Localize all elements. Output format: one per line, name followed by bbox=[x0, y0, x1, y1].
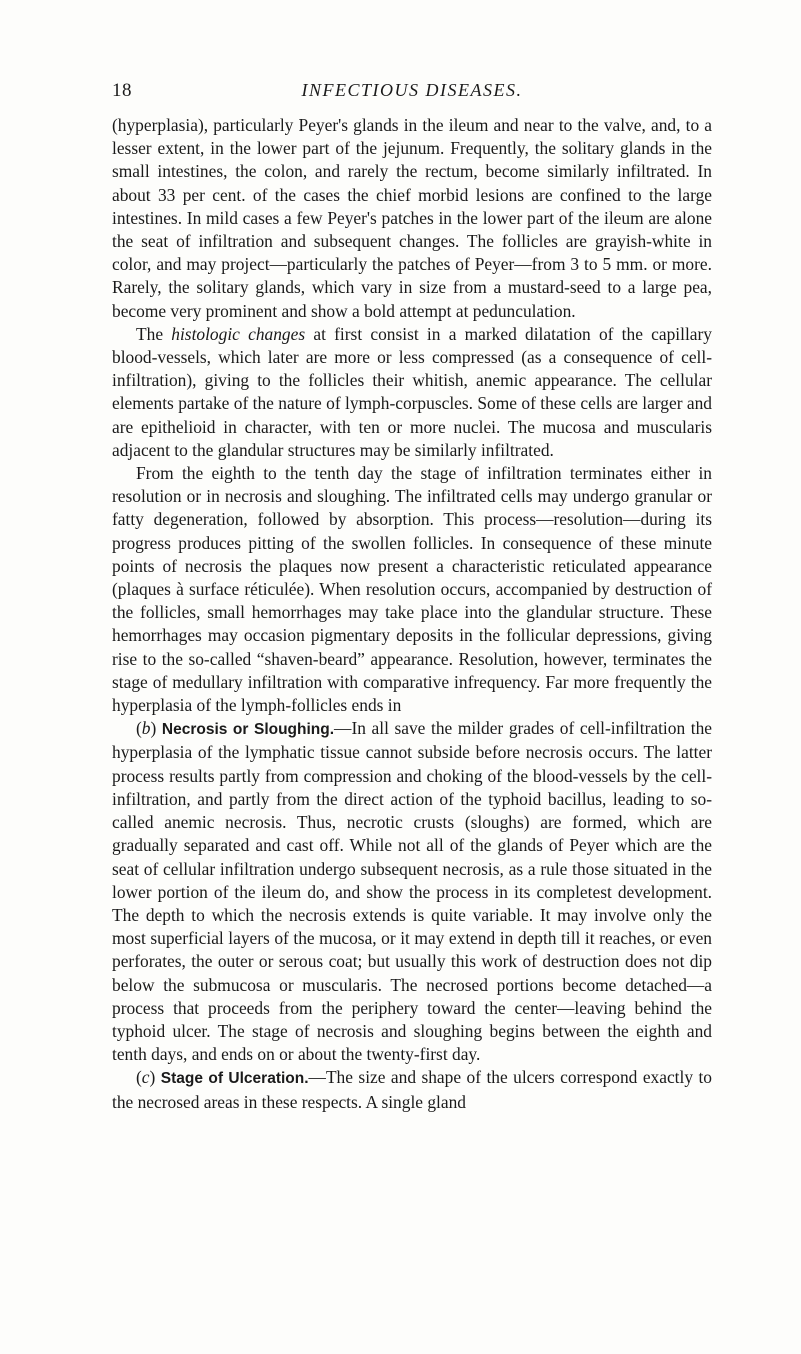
section-label-letter: c bbox=[141, 1067, 150, 1088]
section-label-open: ( bbox=[136, 1067, 142, 1088]
text-fragment: at first consist in a marked dilatation of the capillary blood-vessels, which later are more or less compressed (as a consequence of cell-infiltration), giving to the follicles their whitish, anemic appearance. The cellular elements partake of the nature of lymph-corpuscles. Some of these cells are larger and are epithelioid in character, with ten or more nuclei. The mucosa and muscularis adjacent to the glandular structures may be similarly infiltrated. bbox=[112, 323, 712, 460]
italic-term: histologic changes bbox=[171, 323, 306, 344]
section-label-open: ( bbox=[136, 718, 142, 739]
paragraph-hyperplasia: (hyperplasia), particularly Peyer's glands in the ileum and near to the valve, and, to a lesser extent, in the lower part of the jejunum. Frequently, the solitary glands in the small intestines, the colon, and rarely the rectum, become similarly infiltrated. In about 33 per cent. of the cases the chief morbid lesions are confined to the large intestines. In mild cases a few Peyer's patches in the lower part of the ileum are alone the seat of infiltration and subsequent changes. The follicles are grayish-white in color, and may project—particularly the patches of Peyer—from 3 to 5 mm. or more. Rarely, the solitary glands, which vary in size from a mustard-seed to a large pea, become very prominent and show a bold attempt at pedunculation. bbox=[112, 115, 712, 321]
paragraph-histologic-changes bbox=[112, 323, 712, 462]
running-head bbox=[112, 80, 712, 104]
page-number: 18 bbox=[112, 80, 132, 101]
paragraph-necrosis bbox=[112, 717, 712, 1066]
paragraph-ulceration bbox=[112, 1066, 712, 1113]
section-heading-necrosis: Necrosis or Sloughing. bbox=[161, 721, 335, 739]
text-fragment: The bbox=[136, 323, 172, 344]
section-body-necrosis: —In all save the milder grades of cell-infiltration the hyperplasia of the lymphatic tissue cannot subside before necrosis occurs. The latter process results partly from compression and choking of the blood-vessels by the cell-infiltration, and partly from the direct action of the typhoid bacillus, leading to so-called anemic necrosis. Thus, necrotic crusts (sloughs) are formed, which are gradually separated and cast off. While not all of the glands of Peyer which are the seat of cellular infiltration undergo subsequent necrosis, as a rule those situated in the lower portion of the ileum do, and show the process in its completest development. The depth to which the necrosis extends is quite variable. It may involve only the most superficial layers of the mucosa, or it may extend in depth till it reaches, or even perforates, the outer or serous coat; but usually this work of destruction does not dip below the submucosa or muscularis. The necrosed portions become detached—a process that proceeds from the periphery toward the center—leaving behind the typhoid ulcer. The stage of necrosis and sloughing begins between the eighth and tenth days, and ends on or about the twenty-first day. bbox=[112, 718, 712, 1065]
section-label-close: ) bbox=[149, 1067, 161, 1088]
section-body-ulceration: —The size and shape of the ulcers correspond exactly to the necrosed areas in these respects. A single gland bbox=[112, 1067, 713, 1112]
running-title: INFECTIOUS DISEASES. bbox=[301, 80, 523, 100]
paragraph-resolution: From the eighth to the tenth day the stage of infiltration terminates either in resolution or in necrosis and sloughing. The infiltrated cells may undergo granular or fatty degeneration, followed by absorption. This process—resolution—during its progress produces pitting of the swollen follicles. In consequence of these minute points of necrosis the plaques now present a characteristic reticulated appearance (plaques à surface réticulée). When resolution occurs, accompanied by destruction of the follicles, small hemorrhages may take place into the glandular structure. These hemorrhages may occasion pigmentary deposits in the follicular depressions, giving rise to the so-called “shaven-beard” appearance. Resolution, however, terminates the stage of medullary infiltration with comparative infrequency. Far more frequently the hyperplasia of the lymph-follicles ends in bbox=[112, 463, 712, 716]
section-heading-ulceration: Stage of Ulceration. bbox=[160, 1070, 309, 1088]
body-text bbox=[112, 114, 712, 1114]
section-label-letter: b bbox=[141, 718, 151, 739]
section-label-close: ) bbox=[150, 718, 162, 739]
